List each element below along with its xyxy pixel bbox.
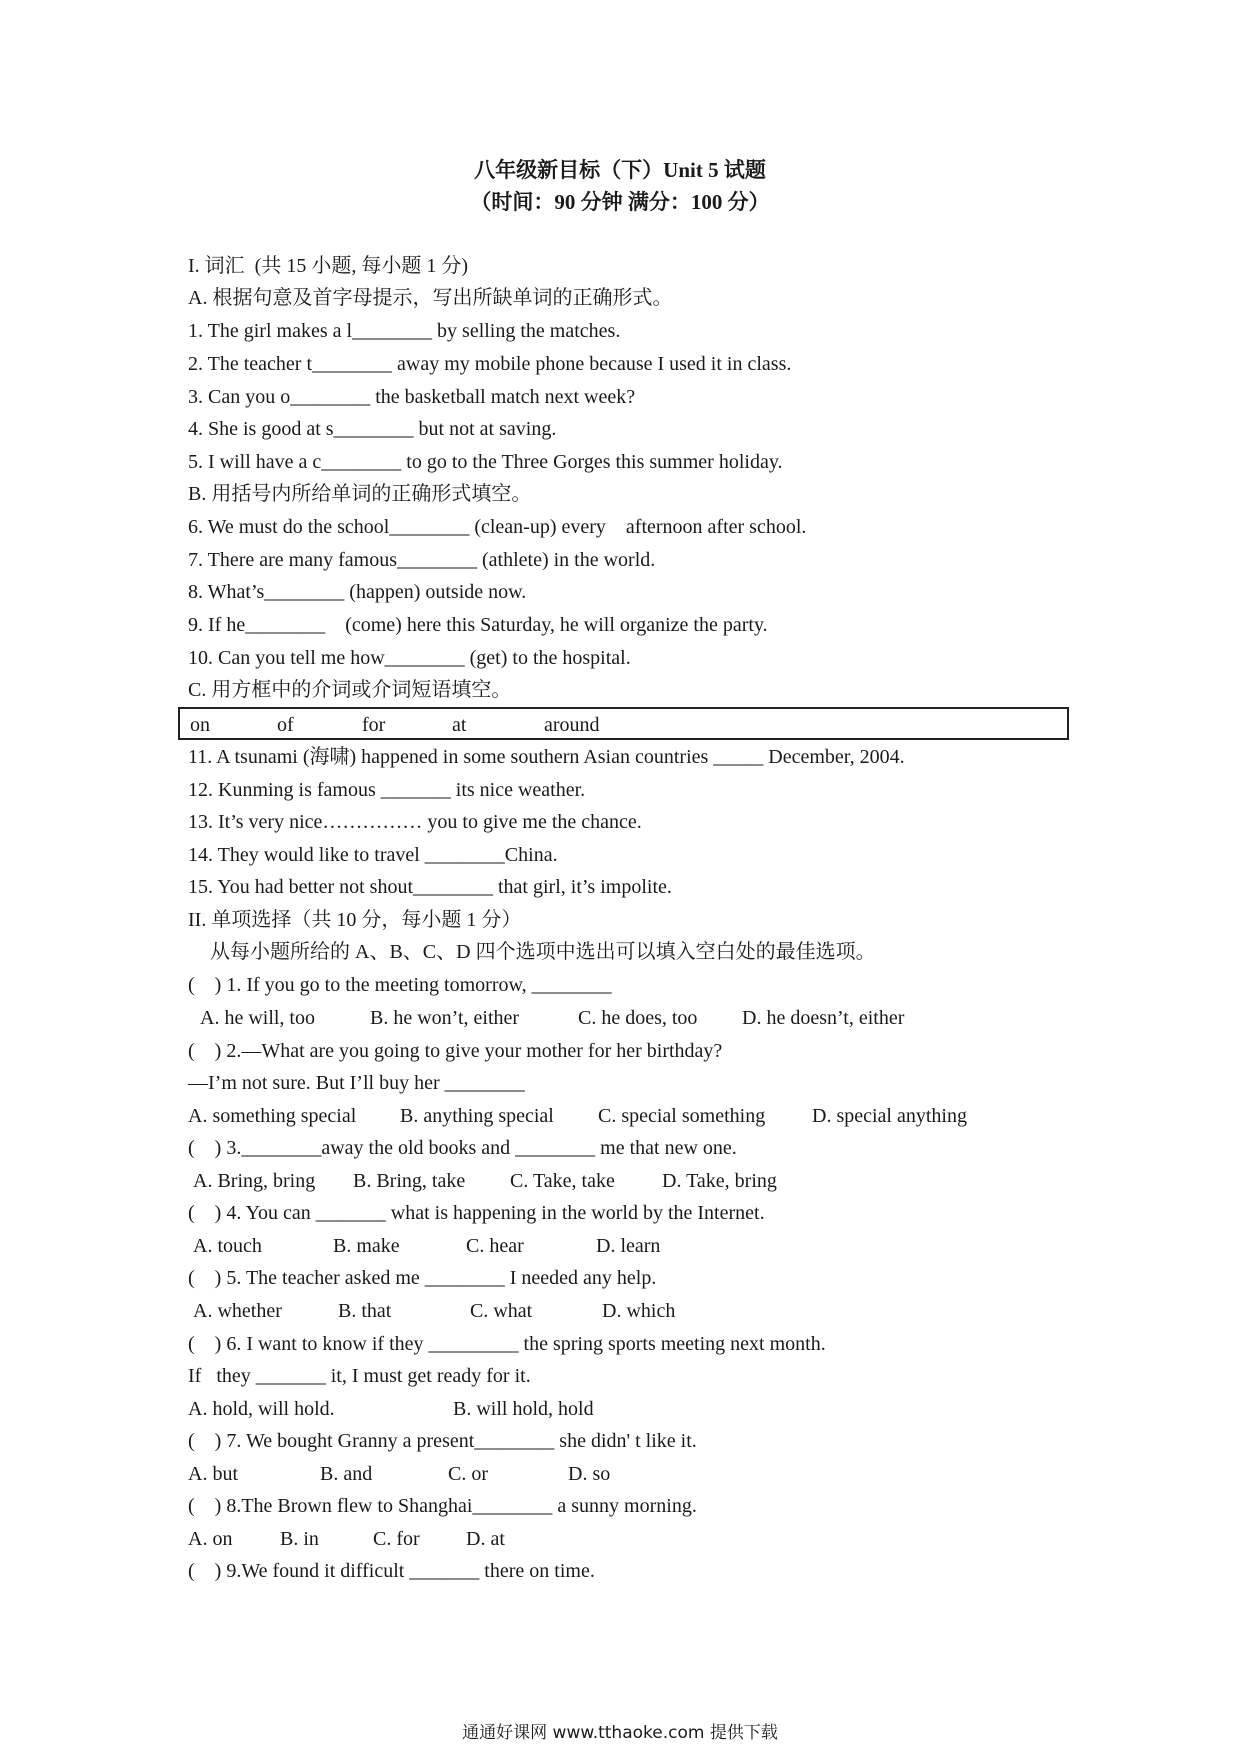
word-box — [178, 707, 1069, 740]
mc-option: B. Bring, take — [353, 1170, 466, 1192]
mc-question-4: ( ) 4. You can _______ what is happening in the world by the Internet. — [188, 1202, 765, 1224]
question-2: 2. The teacher t________ away my mobile phone because I used it in class. — [188, 353, 792, 375]
word-box-item: for — [362, 714, 386, 736]
mc-question-7: ( ) 7. We bought Granny a present________ she didn' t like it. — [188, 1430, 697, 1452]
mc-option: C. or — [448, 1463, 488, 1485]
mc-option: A. but — [188, 1463, 238, 1485]
mc-option: B. and — [320, 1463, 373, 1485]
question-9: 9. If he________ (come) here this Saturday, he will organize the party. — [188, 614, 768, 636]
mc-option: D. learn — [596, 1235, 661, 1257]
mc-option: D. special anything — [812, 1105, 967, 1127]
part2-instruction: 从每小题所给的 A、B、C、D 四个选项中选出可以填入空白处的最佳选项。 — [210, 941, 876, 963]
part1-heading: I. 词汇 (共 15 小题, 每小题 1 分) — [188, 255, 468, 277]
question-4: 4. She is good at s________ but not at saving. — [188, 418, 557, 440]
mc-option: B. in — [280, 1528, 319, 1550]
mc-option: A. hold, will hold. — [188, 1398, 335, 1420]
word-box-item: on — [190, 714, 210, 736]
mc-option: A. whether — [193, 1300, 282, 1322]
mc-option: D. which — [602, 1300, 676, 1322]
question-8: 8. What’s________ (happen) outside now. — [188, 581, 527, 603]
mc-option: D. so — [568, 1463, 611, 1485]
page-footer: 通通好课网 www.tthaoke.com 提供下载 — [462, 1723, 778, 1743]
section-c-heading: C. 用方框中的介词或介词短语填空。 — [188, 679, 512, 701]
mc-option: B. he won’t, either — [370, 1007, 520, 1029]
page-title: 八年级新目标（下）Unit 5 试题 — [474, 158, 766, 182]
mc-option: C. Take, take — [510, 1170, 615, 1192]
mc-option: C. what — [470, 1300, 533, 1322]
section-b-heading: B. 用括号内所给单词的正确形式填空。 — [188, 483, 532, 505]
mc-question-8: ( ) 8.The Brown flew to Shanghai________ a sunny morning. — [188, 1495, 697, 1517]
mc-option: A. Bring, bring — [193, 1170, 316, 1192]
mc-option: C. he does, too — [578, 1007, 698, 1029]
mc-question-1: ( ) 1. If you go to the meeting tomorrow, ________ — [188, 974, 612, 996]
mc-option: B. anything special — [400, 1105, 554, 1127]
mc-question-2-line2: —I’m not sure. But I’ll buy her ________ — [188, 1072, 525, 1094]
mc-option: A. he will, too — [200, 1007, 315, 1029]
mc-option: B. make — [333, 1235, 400, 1257]
mc-option: C. hear — [466, 1235, 524, 1257]
mc-question-6-line2: If they _______ it, I must get ready for it. — [188, 1365, 531, 1387]
question-5: 5. I will have a c________ to go to the Three Gorges this summer holiday. — [188, 451, 783, 473]
mc-question-9: ( ) 9.We found it difficult _______ there on time. — [188, 1560, 595, 1582]
mc-option: D. he doesn’t, either — [742, 1007, 905, 1029]
mc-option: B. will hold, hold — [453, 1398, 594, 1420]
mc-option: D. Take, bring — [662, 1170, 777, 1192]
question-6: 6. We must do the school________ (clean-up) every afternoon after school. — [188, 516, 807, 538]
mc-option: A. something special — [188, 1105, 357, 1127]
word-box-item: of — [277, 714, 294, 736]
word-box-item: around — [544, 714, 600, 736]
part2-heading: II. 单项选择（共 10 分，每小题 1 分） — [188, 909, 522, 931]
question-13: 13. It’s very nice…………… you to give me the chance. — [188, 811, 642, 833]
section-a-heading: A. 根据句意及首字母提示，写出所缺单词的正确形式。 — [188, 287, 673, 309]
question-7: 7. There are many famous________ (athlete) in the world. — [188, 549, 656, 571]
mc-question-6: ( ) 6. I want to know if they _________ the spring sports meeting next month. — [188, 1333, 826, 1355]
question-1: 1. The girl makes a l________ by selling the matches. — [188, 320, 621, 342]
mc-question-2: ( ) 2.—What are you going to give your mother for her birthday? — [188, 1040, 723, 1062]
mc-question-5: ( ) 5. The teacher asked me ________ I needed any help. — [188, 1267, 657, 1289]
question-10: 10. Can you tell me how________ (get) to the hospital. — [188, 647, 631, 669]
mc-option: A. touch — [193, 1235, 262, 1257]
mc-question-3: ( ) 3.________away the old books and ________ me that new one. — [188, 1137, 737, 1159]
question-14: 14. They would like to travel ________China. — [188, 844, 558, 866]
question-12: 12. Kunming is famous _______ its nice weather. — [188, 779, 586, 801]
question-11: 11. A tsunami (海啸) happened in some southern Asian countries _____ December, 2004. — [188, 746, 905, 768]
page-subtitle: （时间：90 分钟 满分：100 分） — [470, 190, 770, 214]
question-3: 3. Can you o________ the basketball match next week? — [188, 386, 636, 408]
mc-option: C. special something — [598, 1105, 766, 1127]
mc-option: A. on — [188, 1528, 233, 1550]
mc-option: C. for — [373, 1528, 420, 1550]
question-15: 15. You had better not shout________ that girl, it’s impolite. — [188, 876, 672, 898]
mc-option: B. that — [338, 1300, 392, 1322]
mc-option: D. at — [466, 1528, 505, 1550]
word-box-item: at — [452, 714, 467, 736]
